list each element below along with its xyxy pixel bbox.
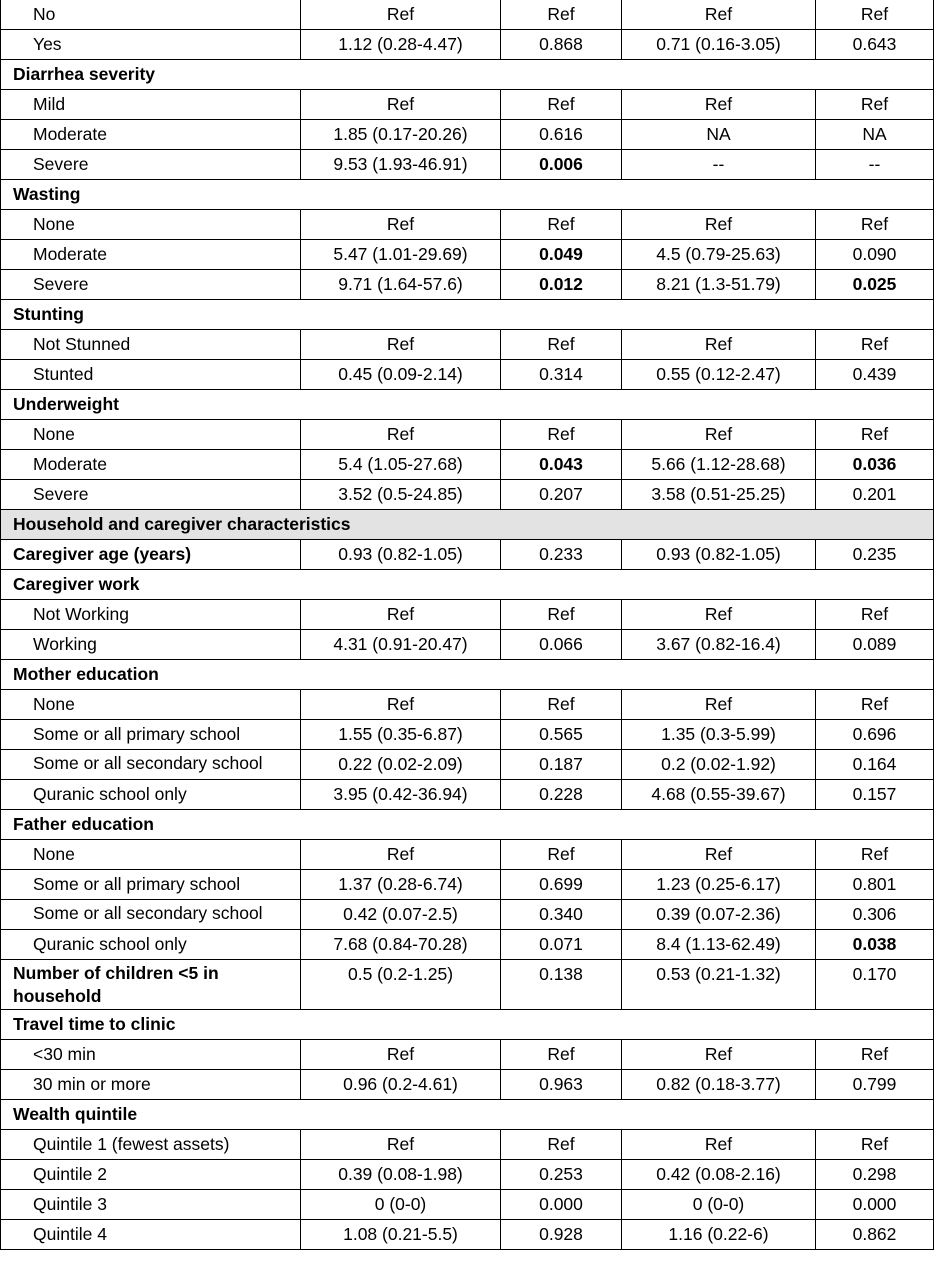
adjusted-p-cell: 0.038 — [816, 930, 934, 960]
table-row — [1, 0, 934, 30]
adjusted-p-cell: -- — [816, 150, 934, 180]
adjusted-p-cell: Ref — [816, 600, 934, 630]
adjusted-p-cell: Ref — [816, 690, 934, 720]
unadjusted-or-cell: Ref — [301, 690, 501, 720]
table-row — [1, 600, 934, 630]
adjusted-p-cell: 0.157 — [816, 780, 934, 810]
row-label: Some or all secondary school — [1, 900, 301, 930]
adjusted-or-cell: Ref — [622, 90, 816, 120]
adjusted-or-cell: 0 (0-0) — [622, 1190, 816, 1220]
table-row — [1, 900, 934, 930]
row-label: No — [1, 0, 301, 30]
adjusted-p-cell: 0.862 — [816, 1220, 934, 1250]
unadjusted-or-cell: Ref — [301, 420, 501, 450]
group-header-row — [1, 300, 934, 330]
adjusted-p-cell: 0.000 — [816, 1190, 934, 1220]
group-header-row — [1, 1100, 934, 1130]
adjusted-or-cell: 1.35 (0.3-5.99) — [622, 720, 816, 750]
group-header-father-education: Father education — [1, 810, 934, 840]
unadjusted-or-cell: 1.12 (0.28-4.47) — [301, 30, 501, 60]
adjusted-p-cell: 0.298 — [816, 1160, 934, 1190]
table-row — [1, 690, 934, 720]
adjusted-p-cell: 0.164 — [816, 750, 934, 780]
adjusted-or-cell: 0.55 (0.12-2.47) — [622, 360, 816, 390]
adjusted-p-cell: 0.089 — [816, 630, 934, 660]
group-header-row — [1, 1010, 934, 1040]
unadjusted-p-cell: 0.012 — [501, 270, 622, 300]
unadjusted-or-cell: 0.96 (0.2-4.61) — [301, 1070, 501, 1100]
row-label: Moderate — [1, 240, 301, 270]
row-label: 30 min or more — [1, 1070, 301, 1100]
adjusted-or-cell: 8.21 (1.3-51.79) — [622, 270, 816, 300]
row-label: Severe — [1, 150, 301, 180]
group-header-row — [1, 570, 934, 600]
table-row — [1, 360, 934, 390]
unadjusted-or-cell: 1.08 (0.21-5.5) — [301, 1220, 501, 1250]
row-label: Quintile 3 — [1, 1190, 301, 1220]
adjusted-p-cell: Ref — [816, 1130, 934, 1160]
adjusted-p-cell: 0.696 — [816, 720, 934, 750]
adjusted-or-cell: Ref — [622, 600, 816, 630]
table-row — [1, 120, 934, 150]
unadjusted-p-cell: 0.066 — [501, 630, 622, 660]
table-row — [1, 90, 934, 120]
table-row — [1, 480, 934, 510]
unadjusted-p-cell: 0.699 — [501, 870, 622, 900]
table-row — [1, 720, 934, 750]
adjusted-p-cell: 0.090 — [816, 240, 934, 270]
table-row — [1, 330, 934, 360]
table-row — [1, 540, 934, 570]
table-row — [1, 630, 934, 660]
unadjusted-p-cell: 0.138 — [501, 960, 622, 1010]
adjusted-or-cell: 8.4 (1.13-62.49) — [622, 930, 816, 960]
table-row — [1, 1190, 934, 1220]
adjusted-p-cell: 0.801 — [816, 870, 934, 900]
unadjusted-or-cell: 9.53 (1.93-46.91) — [301, 150, 501, 180]
group-header-caregiver-work: Caregiver work — [1, 570, 934, 600]
group-header-wealth-quintile: Wealth quintile — [1, 1100, 934, 1130]
adjusted-or-cell: 0.71 (0.16-3.05) — [622, 30, 816, 60]
adjusted-or-cell: 5.66 (1.12-28.68) — [622, 450, 816, 480]
unadjusted-p-cell: 0.616 — [501, 120, 622, 150]
unadjusted-or-cell: 0.42 (0.07-2.5) — [301, 900, 501, 930]
adjusted-p-cell: Ref — [816, 330, 934, 360]
unadjusted-p-cell: Ref — [501, 1130, 622, 1160]
group-header-row — [1, 810, 934, 840]
adjusted-or-cell: 3.58 (0.51-25.25) — [622, 480, 816, 510]
row-label: <30 min — [1, 1040, 301, 1070]
adjusted-or-cell: 1.16 (0.22-6) — [622, 1220, 816, 1250]
table-row — [1, 1220, 934, 1250]
unadjusted-p-cell: 0.314 — [501, 360, 622, 390]
row-label: Caregiver age (years) — [1, 540, 301, 570]
adjusted-p-cell: NA — [816, 120, 934, 150]
adjusted-or-cell: Ref — [622, 690, 816, 720]
unadjusted-p-cell: Ref — [501, 1040, 622, 1070]
table-row — [1, 780, 934, 810]
adjusted-or-cell: Ref — [622, 840, 816, 870]
group-header-travel-time-to-clinic: Travel time to clinic — [1, 1010, 934, 1040]
unadjusted-p-cell: Ref — [501, 690, 622, 720]
unadjusted-or-cell: 5.47 (1.01-29.69) — [301, 240, 501, 270]
unadjusted-or-cell: 3.52 (0.5-24.85) — [301, 480, 501, 510]
group-header-row — [1, 660, 934, 690]
unadjusted-p-cell: 0.071 — [501, 930, 622, 960]
adjusted-p-cell: Ref — [816, 420, 934, 450]
row-label: Stunted — [1, 360, 301, 390]
group-header-row — [1, 390, 934, 420]
table-row — [1, 450, 934, 480]
unadjusted-or-cell: 0.5 (0.2-1.25) — [301, 960, 501, 1010]
table-row — [1, 30, 934, 60]
row-label: Number of children <5 in household — [1, 960, 301, 1010]
table-row — [1, 270, 934, 300]
adjusted-or-cell: 0.42 (0.08-2.16) — [622, 1160, 816, 1190]
unadjusted-p-cell: 0.565 — [501, 720, 622, 750]
adjusted-p-cell: 0.170 — [816, 960, 934, 1010]
unadjusted-p-cell: 0.963 — [501, 1070, 622, 1100]
table-row — [1, 150, 934, 180]
unadjusted-p-cell: 0.043 — [501, 450, 622, 480]
row-label: Yes — [1, 30, 301, 60]
unadjusted-p-cell: 0.207 — [501, 480, 622, 510]
unadjusted-p-cell: Ref — [501, 90, 622, 120]
row-label: Some or all primary school — [1, 720, 301, 750]
unadjusted-or-cell: Ref — [301, 600, 501, 630]
adjusted-or-cell: 4.68 (0.55-39.67) — [622, 780, 816, 810]
row-label: Quranic school only — [1, 930, 301, 960]
unadjusted-or-cell: 0.22 (0.02-2.09) — [301, 750, 501, 780]
adjusted-p-cell: Ref — [816, 90, 934, 120]
unadjusted-p-cell: Ref — [501, 210, 622, 240]
unadjusted-p-cell: 0.000 — [501, 1190, 622, 1220]
unadjusted-p-cell: Ref — [501, 420, 622, 450]
adjusted-p-cell: Ref — [816, 840, 934, 870]
row-label: Quranic school only — [1, 780, 301, 810]
group-header-mother-education: Mother education — [1, 660, 934, 690]
unadjusted-or-cell: 1.85 (0.17-20.26) — [301, 120, 501, 150]
row-label: Quintile 1 (fewest assets) — [1, 1130, 301, 1160]
table-row — [1, 240, 934, 270]
table-row — [1, 870, 934, 900]
row-label: None — [1, 210, 301, 240]
table-row — [1, 210, 934, 240]
adjusted-p-cell: 0.036 — [816, 450, 934, 480]
unadjusted-p-cell: 0.340 — [501, 900, 622, 930]
table-row — [1, 420, 934, 450]
adjusted-or-cell: 0.93 (0.82-1.05) — [622, 540, 816, 570]
adjusted-p-cell: Ref — [816, 210, 934, 240]
adjusted-or-cell: 0.82 (0.18-3.77) — [622, 1070, 816, 1100]
unadjusted-p-cell: 0.868 — [501, 30, 622, 60]
adjusted-p-cell: 0.235 — [816, 540, 934, 570]
unadjusted-p-cell: 0.233 — [501, 540, 622, 570]
unadjusted-or-cell: 3.95 (0.42-36.94) — [301, 780, 501, 810]
group-header-underweight: Underweight — [1, 390, 934, 420]
adjusted-or-cell: 0.39 (0.07-2.36) — [622, 900, 816, 930]
unadjusted-or-cell: Ref — [301, 1130, 501, 1160]
row-label: None — [1, 840, 301, 870]
table-row — [1, 1040, 934, 1070]
adjusted-p-cell: Ref — [816, 1040, 934, 1070]
unadjusted-or-cell: 5.4 (1.05-27.68) — [301, 450, 501, 480]
unadjusted-or-cell: Ref — [301, 330, 501, 360]
adjusted-or-cell: Ref — [622, 0, 816, 30]
section-header-household-and-caregiver-characteristics: Household and caregiver characteristics — [1, 510, 934, 540]
adjusted-p-cell: 0.799 — [816, 1070, 934, 1100]
group-header-wasting: Wasting — [1, 180, 934, 210]
unadjusted-p-cell: 0.928 — [501, 1220, 622, 1250]
row-label: Some or all secondary school — [1, 750, 301, 780]
adjusted-or-cell: Ref — [622, 420, 816, 450]
unadjusted-p-cell: 0.006 — [501, 150, 622, 180]
table-row — [1, 840, 934, 870]
unadjusted-or-cell: 0.39 (0.08-1.98) — [301, 1160, 501, 1190]
unadjusted-or-cell: 1.55 (0.35-6.87) — [301, 720, 501, 750]
unadjusted-or-cell: Ref — [301, 210, 501, 240]
unadjusted-or-cell: Ref — [301, 840, 501, 870]
unadjusted-p-cell: Ref — [501, 840, 622, 870]
adjusted-p-cell: 0.306 — [816, 900, 934, 930]
adjusted-or-cell: -- — [622, 150, 816, 180]
unadjusted-p-cell: 0.228 — [501, 780, 622, 810]
section-header-row — [1, 510, 934, 540]
unadjusted-p-cell: 0.187 — [501, 750, 622, 780]
row-label: Moderate — [1, 450, 301, 480]
row-label: Working — [1, 630, 301, 660]
unadjusted-or-cell: 0 (0-0) — [301, 1190, 501, 1220]
group-header-row — [1, 60, 934, 90]
unadjusted-or-cell: 0.93 (0.82-1.05) — [301, 540, 501, 570]
adjusted-or-cell: Ref — [622, 1130, 816, 1160]
row-label: Mild — [1, 90, 301, 120]
row-label: None — [1, 690, 301, 720]
group-header-row — [1, 180, 934, 210]
row-label: Quintile 2 — [1, 1160, 301, 1190]
adjusted-or-cell: 4.5 (0.79-25.63) — [622, 240, 816, 270]
adjusted-p-cell: 0.201 — [816, 480, 934, 510]
table-row — [1, 1160, 934, 1190]
adjusted-p-cell: 0.439 — [816, 360, 934, 390]
adjusted-or-cell: Ref — [622, 1040, 816, 1070]
unadjusted-or-cell: Ref — [301, 90, 501, 120]
adjusted-or-cell: NA — [622, 120, 816, 150]
row-label: Severe — [1, 270, 301, 300]
table-body — [1, 0, 934, 1250]
row-label: Severe — [1, 480, 301, 510]
table-row — [1, 1130, 934, 1160]
unadjusted-or-cell: 4.31 (0.91-20.47) — [301, 630, 501, 660]
row-label: Some or all primary school — [1, 870, 301, 900]
group-header-stunting: Stunting — [1, 300, 934, 330]
adjusted-p-cell: 0.643 — [816, 30, 934, 60]
table-row — [1, 1070, 934, 1100]
row-label: Quintile 4 — [1, 1220, 301, 1250]
row-label: Moderate — [1, 120, 301, 150]
row-label: Not Working — [1, 600, 301, 630]
unadjusted-p-cell: 0.049 — [501, 240, 622, 270]
adjusted-or-cell: Ref — [622, 330, 816, 360]
table-row — [1, 750, 934, 780]
adjusted-p-cell: 0.025 — [816, 270, 934, 300]
table-row — [1, 930, 934, 960]
row-label: None — [1, 420, 301, 450]
adjusted-or-cell: 0.53 (0.21-1.32) — [622, 960, 816, 1010]
adjusted-p-cell: Ref — [816, 0, 934, 30]
unadjusted-p-cell: Ref — [501, 600, 622, 630]
unadjusted-or-cell: Ref — [301, 1040, 501, 1070]
adjusted-or-cell: 1.23 (0.25-6.17) — [622, 870, 816, 900]
unadjusted-or-cell: 0.45 (0.09-2.14) — [301, 360, 501, 390]
unadjusted-p-cell: Ref — [501, 330, 622, 360]
unadjusted-p-cell: Ref — [501, 0, 622, 30]
unadjusted-or-cell: 7.68 (0.84-70.28) — [301, 930, 501, 960]
group-header-diarrhea-severity: Diarrhea severity — [1, 60, 934, 90]
unadjusted-p-cell: 0.253 — [501, 1160, 622, 1190]
row-label: Not Stunned — [1, 330, 301, 360]
unadjusted-or-cell: 9.71 (1.64-57.6) — [301, 270, 501, 300]
adjusted-or-cell: 3.67 (0.82-16.4) — [622, 630, 816, 660]
adjusted-or-cell: 0.2 (0.02-1.92) — [622, 750, 816, 780]
table-row — [1, 960, 934, 1010]
unadjusted-or-cell: Ref — [301, 0, 501, 30]
adjusted-or-cell: Ref — [622, 210, 816, 240]
unadjusted-or-cell: 1.37 (0.28-6.74) — [301, 870, 501, 900]
